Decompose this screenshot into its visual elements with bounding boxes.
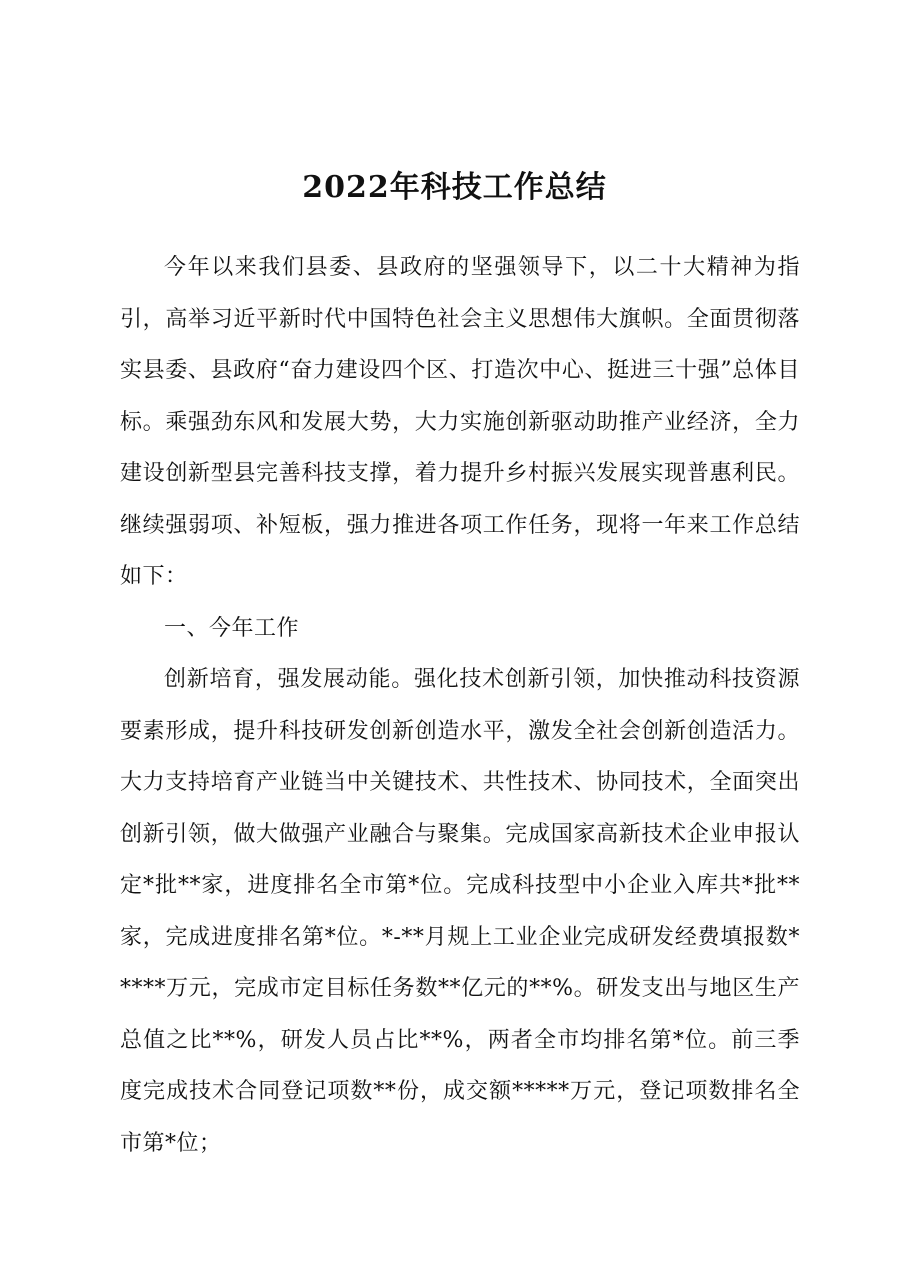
- section-heading: 一、今年工作: [164, 615, 300, 641]
- intro-paragraph: 今年以来我们县委、县政府的坚强领导下，以二十大精神为指引，高举习近平新时代中国特色社会主义思想伟大旗帜。全面贯彻落实县委、县政府“奋力建设四个区、打造次中心、挺进三十强”总体目标。乘强劲东风和发展大势，大力实施创新驱动助推产业经济，全力建设创新型县完善科技支撑，着力提升乡村振兴发展实现普惠利民。继续强弱项、补短板，强力推进各项工作任务，现将一年来工作总结如下：: [120, 255, 800, 589]
- document-title: 2022年科技工作总结: [302, 170, 607, 205]
- document-body: [120, 242, 800, 1169]
- innovation-paragraph: 创新培育，强发展动能。强化技术创新引领，加快推动科技资源要素形成，提升科技研发创新创造水平，激发全社会创新创造活力。大力支持培育产业链当中关键技术、共性技术、协同技术，全面突出创新引领，做大做强产业融合与聚集。完成国家高新技术企业申报认定*批**家，进度排名全市第*位。完成科技型中小企业入库共*批**家，完成进度排名第*位。*-**月规上工业企业完成研发经费填报数*****万元，完成市定目标任务数**亿元的**%。研发支出与地区生产总值之比**%，研发人员占比**%，两者全市均排名第*位。前三季度完成技术合同登记项数**份，成交额*****万元，登记项数排名全市第*位；: [120, 667, 800, 1156]
